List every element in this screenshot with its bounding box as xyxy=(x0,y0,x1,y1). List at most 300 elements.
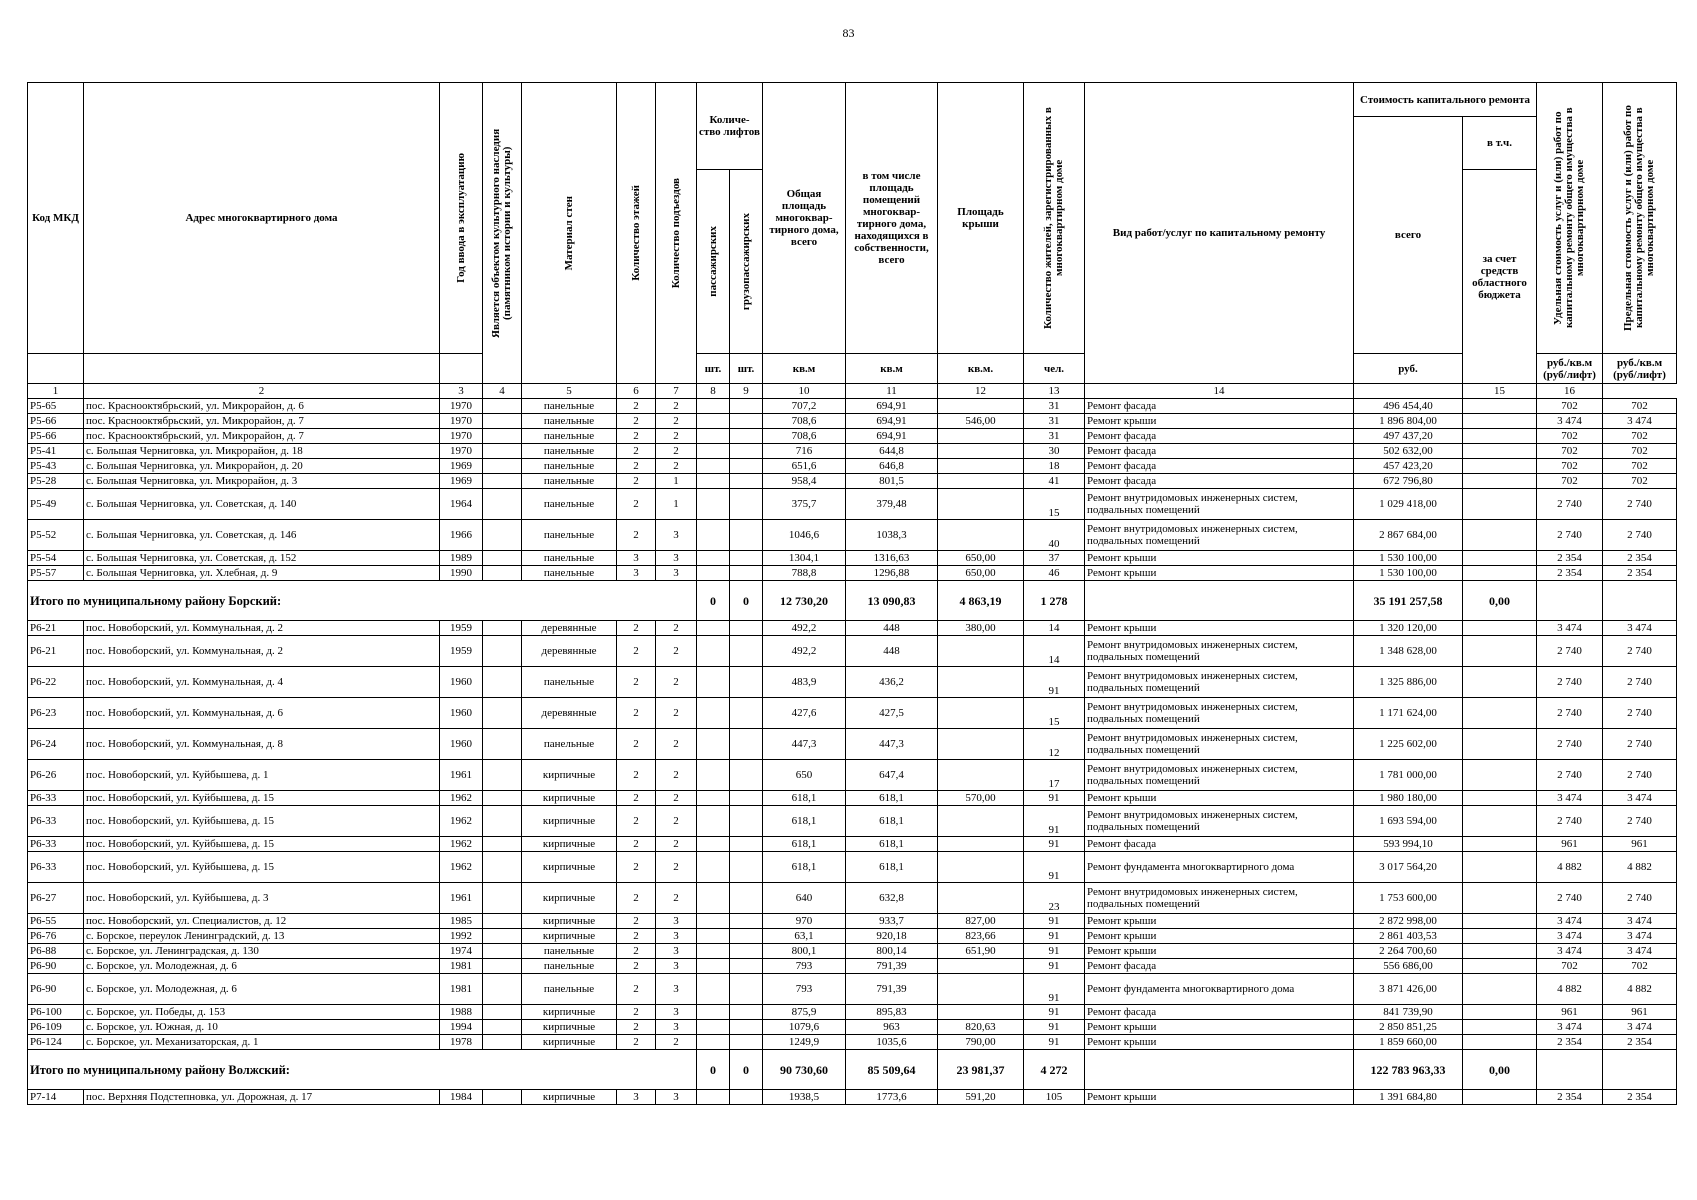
cell-limit-cost: 4 882 xyxy=(1603,852,1677,883)
cell-residents: 40 xyxy=(1024,520,1085,551)
column-number: 8 xyxy=(697,384,730,399)
cell-roof-area: 827,00 xyxy=(938,914,1024,929)
cell-lifts-cargo xyxy=(730,1005,763,1020)
column-number: 5 xyxy=(522,384,617,399)
cell-entrances: 3 xyxy=(656,1090,697,1105)
cell-address: с. Большая Черниговка, ул. Советская, д. 152 xyxy=(84,551,440,566)
cell-heritage xyxy=(483,667,522,698)
cell-lifts-cargo xyxy=(730,474,763,489)
cell-residents: 91 xyxy=(1024,837,1085,852)
cell-cost-regional xyxy=(1463,429,1537,444)
cell-mkd-code: Р6-22 xyxy=(28,667,84,698)
column-number: 13 xyxy=(1024,384,1085,399)
cell-work-type: Ремонт внутридомовых инженерных систем, подвальных помещений xyxy=(1085,520,1354,551)
cell-mkd-code: Р7-14 xyxy=(28,1090,84,1105)
cell-lifts-passenger xyxy=(697,1020,730,1035)
cell-roof-area xyxy=(938,837,1024,852)
cell-mkd-code: Р6-90 xyxy=(28,974,84,1005)
cell-mkd-code: Р6-26 xyxy=(28,760,84,791)
cell-cost-regional xyxy=(1463,520,1537,551)
cell-lifts-cargo xyxy=(730,1035,763,1050)
cell-roof-area: 546,00 xyxy=(938,414,1024,429)
cell-cost-total: 1 530 100,00 xyxy=(1354,551,1463,566)
cell-year: 1970 xyxy=(440,429,483,444)
cell-lifts-cargo xyxy=(730,959,763,974)
capital-repair-table xyxy=(27,82,1677,1105)
table-row xyxy=(28,399,1677,414)
column-number: 2 xyxy=(84,384,440,399)
cell-address: с. Большая Черниговка, ул. Советская, д. 140 xyxy=(84,489,440,520)
cell-lifts-cargo xyxy=(730,399,763,414)
cell-entrances: 2 xyxy=(656,760,697,791)
cell-residents: 105 xyxy=(1024,1090,1085,1105)
cell-entrances: 3 xyxy=(656,520,697,551)
cell-cost-regional xyxy=(1463,806,1537,837)
cell-lifts-passenger xyxy=(697,698,730,729)
cell-floors: 2 xyxy=(617,667,656,698)
cell-work-type: Ремонт фасада xyxy=(1085,399,1354,414)
cell-area-total: 447,3 xyxy=(763,729,846,760)
column-number-row xyxy=(28,384,1677,399)
cell-heritage xyxy=(483,489,522,520)
cell-entrances: 1 xyxy=(656,474,697,489)
total-roof-area: 23 981,37 xyxy=(938,1050,1024,1090)
header-floors: Количество этажей xyxy=(617,83,656,384)
cell-work-type: Ремонт внутридомовых инженерных систем, подвальных помещений xyxy=(1085,698,1354,729)
cell-mkd-code: Р6-23 xyxy=(28,698,84,729)
cell-limit-cost: 702 xyxy=(1603,459,1677,474)
cell-address: с. Большая Черниговка, ул. Советская, д. 146 xyxy=(84,520,440,551)
cell-residents: 91 xyxy=(1024,1005,1085,1020)
cell-entrances: 2 xyxy=(656,791,697,806)
column-number: 7 xyxy=(656,384,697,399)
cell-lifts-cargo xyxy=(730,489,763,520)
cell-floors: 3 xyxy=(617,566,656,581)
cell-limit-cost: 3 474 xyxy=(1603,914,1677,929)
cell-floors: 2 xyxy=(617,914,656,929)
cell-area-total: 640 xyxy=(763,883,846,914)
cell-mkd-code: Р5-65 xyxy=(28,399,84,414)
cell-mkd-code: Р5-52 xyxy=(28,520,84,551)
cell-unit-cost: 2 740 xyxy=(1537,883,1603,914)
cell-entrances: 2 xyxy=(656,806,697,837)
cell-year: 1985 xyxy=(440,914,483,929)
cell-entrances: 2 xyxy=(656,883,697,914)
cell-heritage xyxy=(483,429,522,444)
cell-unit-cost: 2 740 xyxy=(1537,698,1603,729)
table-row xyxy=(28,551,1677,566)
cell-cost-regional xyxy=(1463,399,1537,414)
cell-mkd-code: Р6-55 xyxy=(28,914,84,929)
cell-area-owned: 1035,6 xyxy=(846,1035,938,1050)
cell-area-total: 788,8 xyxy=(763,566,846,581)
cell-entrances: 2 xyxy=(656,667,697,698)
cell-residents: 31 xyxy=(1024,399,1085,414)
cell-address: пос. Краснооктябрьский, ул. Микрорайон, д. 6 xyxy=(84,399,440,414)
page-number: 83 xyxy=(842,26,855,40)
header-cost-regional: за счет средств областного бюджета xyxy=(1463,170,1537,384)
cell-work-type: Ремонт внутридомовых инженерных систем, подвальных помещений xyxy=(1085,760,1354,791)
cell-limit-cost: 3 474 xyxy=(1603,944,1677,959)
cell-lifts-cargo xyxy=(730,929,763,944)
cell-area-total: 707,2 xyxy=(763,399,846,414)
cell-work-type: Ремонт фасада xyxy=(1085,1005,1354,1020)
header-cost-incl: в т.ч. xyxy=(1463,117,1537,170)
cell-cost-total: 556 686,00 xyxy=(1354,959,1463,974)
cell-unit-cost: 702 xyxy=(1537,429,1603,444)
cell-cost-total: 3 017 564,20 xyxy=(1354,852,1463,883)
cell-unit-cost: 2 354 xyxy=(1537,1035,1603,1050)
header-limit-cost: Предельная стоимость услуг и (или) работ по капитальному ремонту общего имущества в многоквартирном доме xyxy=(1603,83,1677,354)
cell-cost-regional xyxy=(1463,414,1537,429)
cell-year: 1989 xyxy=(440,551,483,566)
cell-cost-total: 1 171 624,00 xyxy=(1354,698,1463,729)
cell-cost-regional xyxy=(1463,698,1537,729)
cell-floors: 2 xyxy=(617,474,656,489)
cell-wall-material: панельные xyxy=(522,520,617,551)
cell-cost-regional xyxy=(1463,667,1537,698)
cell-lifts-passenger xyxy=(697,474,730,489)
table-row xyxy=(28,974,1677,1005)
cell-area-owned: 694,91 xyxy=(846,429,938,444)
unit-pcs: шт. xyxy=(697,354,730,384)
cell-roof-area: 820,63 xyxy=(938,1020,1024,1035)
cell-area-owned: 791,39 xyxy=(846,959,938,974)
cell-lifts-passenger xyxy=(697,1005,730,1020)
cell-residents: 91 xyxy=(1024,929,1085,944)
cell-address: пос. Новоборский, ул. Коммунальная, д. 6 xyxy=(84,698,440,729)
cell-cost-total: 1 348 628,00 xyxy=(1354,636,1463,667)
cell-area-owned: 646,8 xyxy=(846,459,938,474)
cell-work-type: Ремонт фасада xyxy=(1085,429,1354,444)
cell-mkd-code: Р5-49 xyxy=(28,489,84,520)
cell-cost-regional xyxy=(1463,837,1537,852)
cell-floors: 2 xyxy=(617,444,656,459)
cell-year: 1970 xyxy=(440,444,483,459)
cell-work-type: Ремонт крыши xyxy=(1085,1035,1354,1050)
cell-area-total: 492,2 xyxy=(763,621,846,636)
cell-lifts-passenger xyxy=(697,806,730,837)
header-unit-cost: Удельная стоимость услуг и (или) работ по капитальному ремонту общего имущества в многоквартирном доме xyxy=(1537,83,1603,354)
cell-heritage xyxy=(483,1005,522,1020)
cell-lifts-passenger xyxy=(697,760,730,791)
cell-unit-cost: 2 740 xyxy=(1537,729,1603,760)
cell-wall-material: панельные xyxy=(522,459,617,474)
cell-cost-total: 3 871 426,00 xyxy=(1354,974,1463,1005)
cell-limit-cost: 2 354 xyxy=(1603,566,1677,581)
cell-cost-total: 1 391 684,80 xyxy=(1354,1090,1463,1105)
cell-cost-total: 1 781 000,00 xyxy=(1354,760,1463,791)
cell-wall-material: панельные xyxy=(522,729,617,760)
cell-mkd-code: Р6-33 xyxy=(28,837,84,852)
cell-unit-cost: 3 474 xyxy=(1537,929,1603,944)
cell-heritage xyxy=(483,837,522,852)
cell-address: с. Борское, ул. Южная, д. 10 xyxy=(84,1020,440,1035)
total-area: 12 730,20 xyxy=(763,581,846,621)
cell-mkd-code: Р6-33 xyxy=(28,852,84,883)
cell-limit-cost: 2 740 xyxy=(1603,667,1677,698)
cell-cost-regional xyxy=(1463,883,1537,914)
cell-lifts-cargo xyxy=(730,459,763,474)
cell-entrances: 3 xyxy=(656,566,697,581)
cell-cost-total: 1 530 100,00 xyxy=(1354,566,1463,581)
cell-mkd-code: Р6-27 xyxy=(28,883,84,914)
cell-lifts-cargo xyxy=(730,852,763,883)
cell-lifts-cargo xyxy=(730,667,763,698)
cell-cost-total: 2 850 851,25 xyxy=(1354,1020,1463,1035)
cell-area-owned: 694,91 xyxy=(846,399,938,414)
cell-wall-material: кирпичные xyxy=(522,852,617,883)
cell-lifts-cargo xyxy=(730,698,763,729)
cell-area-total: 970 xyxy=(763,914,846,929)
cell-roof-area xyxy=(938,806,1024,837)
cell-work-type: Ремонт фасада xyxy=(1085,459,1354,474)
cell-entrances: 2 xyxy=(656,837,697,852)
cell-lifts-cargo xyxy=(730,621,763,636)
cell-limit-cost: 2 740 xyxy=(1603,729,1677,760)
cell-limit-cost: 2 740 xyxy=(1603,883,1677,914)
cell-mkd-code: Р5-43 xyxy=(28,459,84,474)
cell-limit-cost: 2 740 xyxy=(1603,489,1677,520)
cell-lifts-passenger xyxy=(697,929,730,944)
cell-residents: 14 xyxy=(1024,621,1085,636)
column-number: 11 xyxy=(846,384,938,399)
header-lifts-cargo: грузопассажирских xyxy=(730,170,763,354)
cell-floors: 2 xyxy=(617,459,656,474)
total-limit xyxy=(1603,1050,1677,1090)
cell-heritage xyxy=(483,1035,522,1050)
cell-floors: 3 xyxy=(617,1090,656,1105)
cell-floors: 2 xyxy=(617,883,656,914)
cell-year: 1969 xyxy=(440,474,483,489)
cell-wall-material: деревянные xyxy=(522,636,617,667)
cell-heritage xyxy=(483,444,522,459)
cell-wall-material: панельные xyxy=(522,944,617,959)
cell-residents: 91 xyxy=(1024,806,1085,837)
cell-work-type: Ремонт внутридомовых инженерных систем, подвальных помещений xyxy=(1085,883,1354,914)
cell-mkd-code: Р5-66 xyxy=(28,429,84,444)
cell-entrances: 3 xyxy=(656,551,697,566)
cell-unit-cost: 2 740 xyxy=(1537,489,1603,520)
cell-unit-cost: 702 xyxy=(1537,959,1603,974)
cell-lifts-cargo xyxy=(730,944,763,959)
total-residents: 4 272 xyxy=(1024,1050,1085,1090)
column-number: 3 xyxy=(440,384,483,399)
cell-lifts-passenger xyxy=(697,667,730,698)
cell-residents: 15 xyxy=(1024,489,1085,520)
cell-area-owned: 920,18 xyxy=(846,929,938,944)
cell-area-total: 1304,1 xyxy=(763,551,846,566)
cell-cost-total: 1 896 804,00 xyxy=(1354,414,1463,429)
cell-area-total: 427,6 xyxy=(763,698,846,729)
cell-year: 1960 xyxy=(440,729,483,760)
cell-lifts-passenger xyxy=(697,944,730,959)
cell-residents: 41 xyxy=(1024,474,1085,489)
cell-mkd-code: Р6-21 xyxy=(28,621,84,636)
cell-cost-total: 1 029 418,00 xyxy=(1354,489,1463,520)
table-body xyxy=(28,384,1677,1105)
cell-limit-cost: 4 882 xyxy=(1603,974,1677,1005)
cell-roof-area: 650,00 xyxy=(938,566,1024,581)
cell-unit-cost: 2 740 xyxy=(1537,760,1603,791)
cell-wall-material: кирпичные xyxy=(522,1005,617,1020)
cell-entrances: 2 xyxy=(656,852,697,883)
cell-cost-regional xyxy=(1463,566,1537,581)
cell-cost-regional xyxy=(1463,621,1537,636)
cell-cost-regional xyxy=(1463,551,1537,566)
cell-roof-area xyxy=(938,1005,1024,1020)
cell-unit-cost: 3 474 xyxy=(1537,944,1603,959)
cell-cost-regional xyxy=(1463,944,1537,959)
cell-area-owned: 379,48 xyxy=(846,489,938,520)
total-residents: 1 278 xyxy=(1024,581,1085,621)
cell-work-type: Ремонт крыши xyxy=(1085,621,1354,636)
cell-roof-area xyxy=(938,760,1024,791)
cell-limit-cost: 961 xyxy=(1603,837,1677,852)
cell-year: 1959 xyxy=(440,621,483,636)
cell-mkd-code: Р5-41 xyxy=(28,444,84,459)
cell-roof-area xyxy=(938,474,1024,489)
cell-cost-total: 457 423,20 xyxy=(1354,459,1463,474)
cell-work-type: Ремонт внутридомовых инженерных систем, подвальных помещений xyxy=(1085,667,1354,698)
cell-address: пос. Краснооктябрьский, ул. Микрорайон, д. 7 xyxy=(84,429,440,444)
cell-mkd-code: Р6-33 xyxy=(28,791,84,806)
cell-year: 1962 xyxy=(440,837,483,852)
cell-cost-regional xyxy=(1463,459,1537,474)
cell-wall-material: кирпичные xyxy=(522,760,617,791)
cell-lifts-passenger xyxy=(697,414,730,429)
cell-area-owned: 800,14 xyxy=(846,944,938,959)
cell-cost-regional xyxy=(1463,1020,1537,1035)
cell-cost-total: 1 225 602,00 xyxy=(1354,729,1463,760)
cell-area-total: 875,9 xyxy=(763,1005,846,1020)
cell-entrances: 2 xyxy=(656,429,697,444)
cell-entrances: 2 xyxy=(656,399,697,414)
cell-year: 1990 xyxy=(440,566,483,581)
cell-lifts-passenger xyxy=(697,636,730,667)
cell-area-owned: 448 xyxy=(846,621,938,636)
cell-lifts-passenger xyxy=(697,729,730,760)
cell-area-owned: 644,8 xyxy=(846,444,938,459)
cell-address: пос. Новоборский, ул. Куйбышева, д. 15 xyxy=(84,791,440,806)
cell-area-total: 1046,6 xyxy=(763,520,846,551)
header-cost-total: всего xyxy=(1354,117,1463,354)
table-row xyxy=(28,444,1677,459)
cell-unit-cost: 4 882 xyxy=(1537,852,1603,883)
cell-cost-total: 497 437,20 xyxy=(1354,429,1463,444)
cell-area-total: 793 xyxy=(763,959,846,974)
cell-address: пос. Краснооктябрьский, ул. Микрорайон, д. 7 xyxy=(84,414,440,429)
cell-entrances: 2 xyxy=(656,729,697,760)
total-label: Итого по муниципальному району Волжский: xyxy=(28,1050,697,1090)
cell-lifts-passenger xyxy=(697,883,730,914)
cell-lifts-cargo xyxy=(730,636,763,667)
cell-heritage xyxy=(483,959,522,974)
cell-address: пос. Новоборский, ул. Куйбышева, д. 1 xyxy=(84,760,440,791)
cell-residents: 91 xyxy=(1024,1035,1085,1050)
cell-residents: 17 xyxy=(1024,760,1085,791)
column-number: 10 xyxy=(763,384,846,399)
cell-unit-cost: 961 xyxy=(1537,1005,1603,1020)
cell-area-owned: 647,4 xyxy=(846,760,938,791)
table-row xyxy=(28,698,1677,729)
cell-lifts-passenger xyxy=(697,959,730,974)
cell-heritage xyxy=(483,551,522,566)
cell-entrances: 2 xyxy=(656,444,697,459)
cell-cost-total: 502 632,00 xyxy=(1354,444,1463,459)
cell-cost-regional xyxy=(1463,974,1537,1005)
cell-entrances: 3 xyxy=(656,944,697,959)
table-row xyxy=(28,667,1677,698)
cell-wall-material: панельные xyxy=(522,959,617,974)
cell-work-type: Ремонт внутридомовых инженерных систем, подвальных помещений xyxy=(1085,636,1354,667)
cell-year: 1959 xyxy=(440,636,483,667)
table-row xyxy=(28,566,1677,581)
cell-lifts-cargo xyxy=(730,974,763,1005)
column-number: 6 xyxy=(617,384,656,399)
cell-area-total: 492,2 xyxy=(763,636,846,667)
table-row xyxy=(28,852,1677,883)
cell-address: с. Борское, ул. Ленинградская, д. 130 xyxy=(84,944,440,959)
cell-cost-regional xyxy=(1463,852,1537,883)
cell-residents: 91 xyxy=(1024,1020,1085,1035)
cell-wall-material: кирпичные xyxy=(522,837,617,852)
cell-limit-cost: 961 xyxy=(1603,1005,1677,1020)
cell-area-total: 650 xyxy=(763,760,846,791)
cell-roof-area xyxy=(938,399,1024,414)
total-work xyxy=(1085,581,1354,621)
cell-limit-cost: 3 474 xyxy=(1603,621,1677,636)
cell-floors: 2 xyxy=(617,698,656,729)
table-row xyxy=(28,429,1677,444)
cell-area-owned: 1316,63 xyxy=(846,551,938,566)
cell-lifts-passenger xyxy=(697,621,730,636)
cell-year: 1961 xyxy=(440,760,483,791)
cell-limit-cost: 2 740 xyxy=(1603,698,1677,729)
cell-residents: 91 xyxy=(1024,944,1085,959)
cell-cost-total: 2 264 700,60 xyxy=(1354,944,1463,959)
cell-heritage xyxy=(483,914,522,929)
cell-residents: 31 xyxy=(1024,429,1085,444)
table-row xyxy=(28,621,1677,636)
cell-area-owned: 895,83 xyxy=(846,1005,938,1020)
cell-unit-cost: 3 474 xyxy=(1537,1020,1603,1035)
cell-year: 1961 xyxy=(440,883,483,914)
column-number: 4 xyxy=(483,384,522,399)
cell-limit-cost: 2 740 xyxy=(1603,760,1677,791)
table-row xyxy=(28,944,1677,959)
cell-lifts-cargo xyxy=(730,444,763,459)
cell-area-owned: 791,39 xyxy=(846,974,938,1005)
cell-heritage xyxy=(483,621,522,636)
total-lifts-passenger: 0 xyxy=(697,581,730,621)
cell-floors: 2 xyxy=(617,414,656,429)
cell-area-owned: 447,3 xyxy=(846,729,938,760)
cell-mkd-code: Р6-109 xyxy=(28,1020,84,1035)
cell-wall-material: панельные xyxy=(522,974,617,1005)
cell-floors: 2 xyxy=(617,729,656,760)
cell-mkd-code: Р6-124 xyxy=(28,1035,84,1050)
cell-wall-material: кирпичные xyxy=(522,914,617,929)
cell-address: пос. Новоборский, ул. Коммунальная, д. 8 xyxy=(84,729,440,760)
cell-heritage xyxy=(483,566,522,581)
cell-year: 1960 xyxy=(440,667,483,698)
cell-limit-cost: 2 740 xyxy=(1603,520,1677,551)
cell-cost-regional xyxy=(1463,760,1537,791)
total-lifts-passenger: 0 xyxy=(697,1050,730,1090)
cell-area-total: 618,1 xyxy=(763,852,846,883)
cell-year: 1962 xyxy=(440,791,483,806)
